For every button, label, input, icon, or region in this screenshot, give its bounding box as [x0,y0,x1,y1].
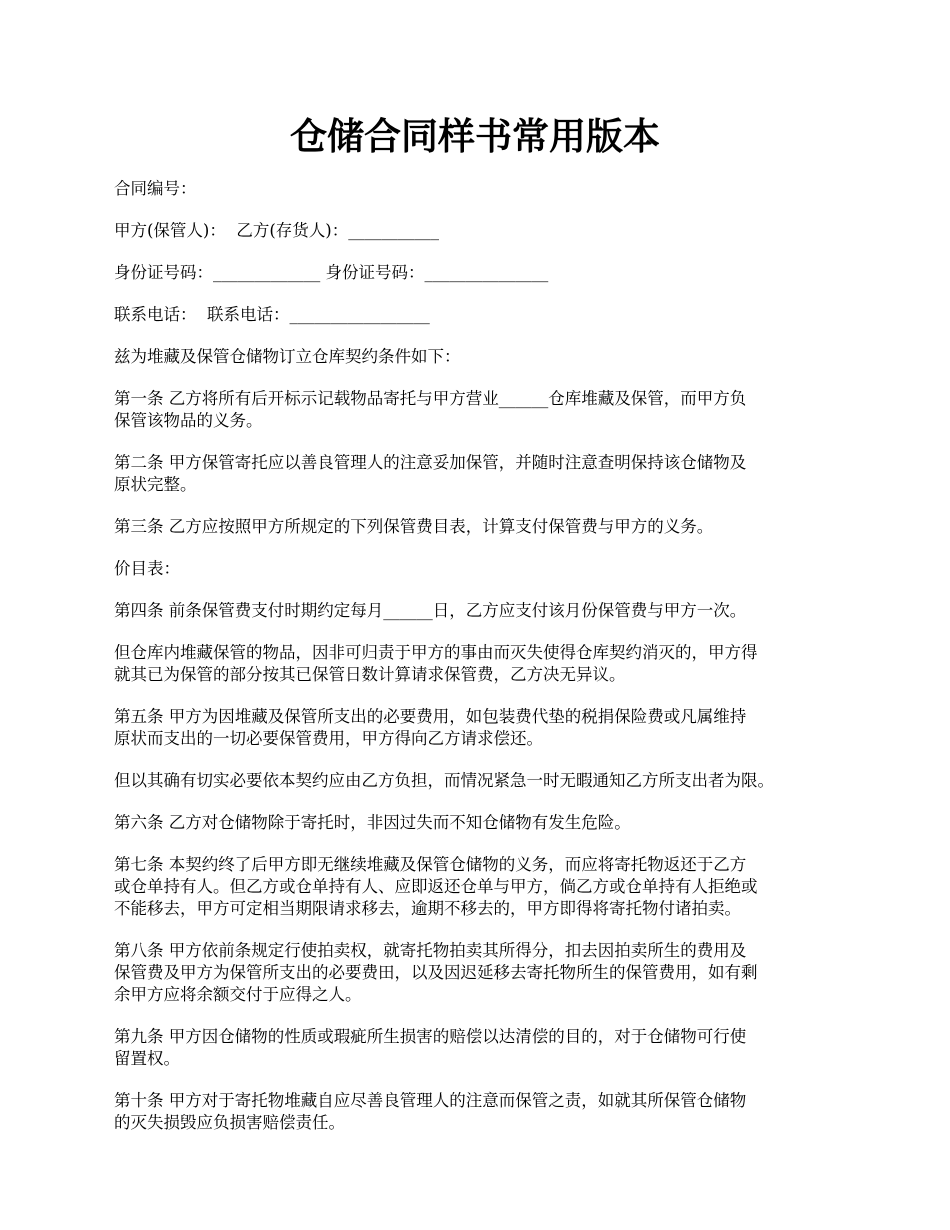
article-8: 第八条 甲方依前条规定行使拍卖权，就寄托物拍卖其所得分，扣去因拍卖所生的费用及 保管费及甲方为保管所支出的必要费田，以及因迟延移去寄托物所生的保管费用，如有剩 余甲方应将余额交付于应得之人。 [114,941,758,1004]
document-body [114,178,854,1154]
article-3: 第三条 乙方应按照甲方所规定的下列保管费目表，计算支付保管费与甲方的义务。 [114,517,714,536]
article-7: 第七条 本契约终了后甲方即无继续堆藏及保管仓储物的义务，而应将寄托物返还于乙方 或仓单持有人。但乙方或仓单持有人、应即返还仓单与甲方，倘乙方或仓单持有人拒绝或 不能移去，甲方可定相当期限请求移去，逾期不移去的，甲方即得将寄托物付诸拍卖。 [114,855,758,918]
document-title: 仓储合同样书常用版本 [290,114,660,158]
article-6: 第六条 乙方对仓储物除于寄托时，非因过失而不知仓储物有发生危险。 [114,813,631,832]
article-4-note: 但仓库内堆藏保管的物品，因非可归责于甲方的事由而灭失使得仓库契约消灭的，甲方得 就其已为保管的部分按其已保管日数计算请求保管费，乙方决无异议。 [114,643,758,684]
article-1: 第一条 乙方将所有后开标示记载物品寄托与甲方营业______仓库堆藏及保管，而甲方负 保管该物品的义务。 [114,389,747,430]
article-10: 第十条 甲方对于寄托物堆藏自应尽善良管理人的注意而保管之责，如就其所保管仓储物 的灭失损毁应负损害赔偿责任。 [114,1091,747,1132]
article-5: 第五条 甲方为因堆藏及保管所支出的必要费用，如包装费代垫的税捐保险费或凡属维持 原状而支出的一切必要保管费用，甲方得向乙方请求偿还。 [114,707,747,748]
phone-line: 联系电话： 联系电话：_________________ [114,305,430,324]
article-4: 第四条 前条保管费支付时期约定每月______日，乙方应支付该月份保管费与甲方一次。 [114,601,747,620]
price-list-label: 价目表： [114,559,180,578]
article-2: 第二条 甲方保管寄托应以善良管理人的注意妥加保管，并随时注意查明保持该仓储物及 原状完整。 [114,453,747,494]
party-line: 甲方(保管人)： 乙方(存货人)：___________ [114,221,439,240]
article-9: 第九条 甲方因仓储物的性质或瑕疵所生损害的赔偿以达清偿的目的，对于仓储物可行使 留置权。 [114,1027,747,1068]
preamble: 兹为堆藏及保管仓储物订立仓库契约条件如下： [114,347,461,366]
contract-number: 合同编号： [114,179,197,198]
article-5-note: 但以其确有切实必要依本契约应由乙方负担，而情况紧急一时无暇通知乙方所支出者为限。 [114,771,774,790]
id-number-line: 身份证号码：_____________ 身份证号码：_______________ [114,263,549,282]
